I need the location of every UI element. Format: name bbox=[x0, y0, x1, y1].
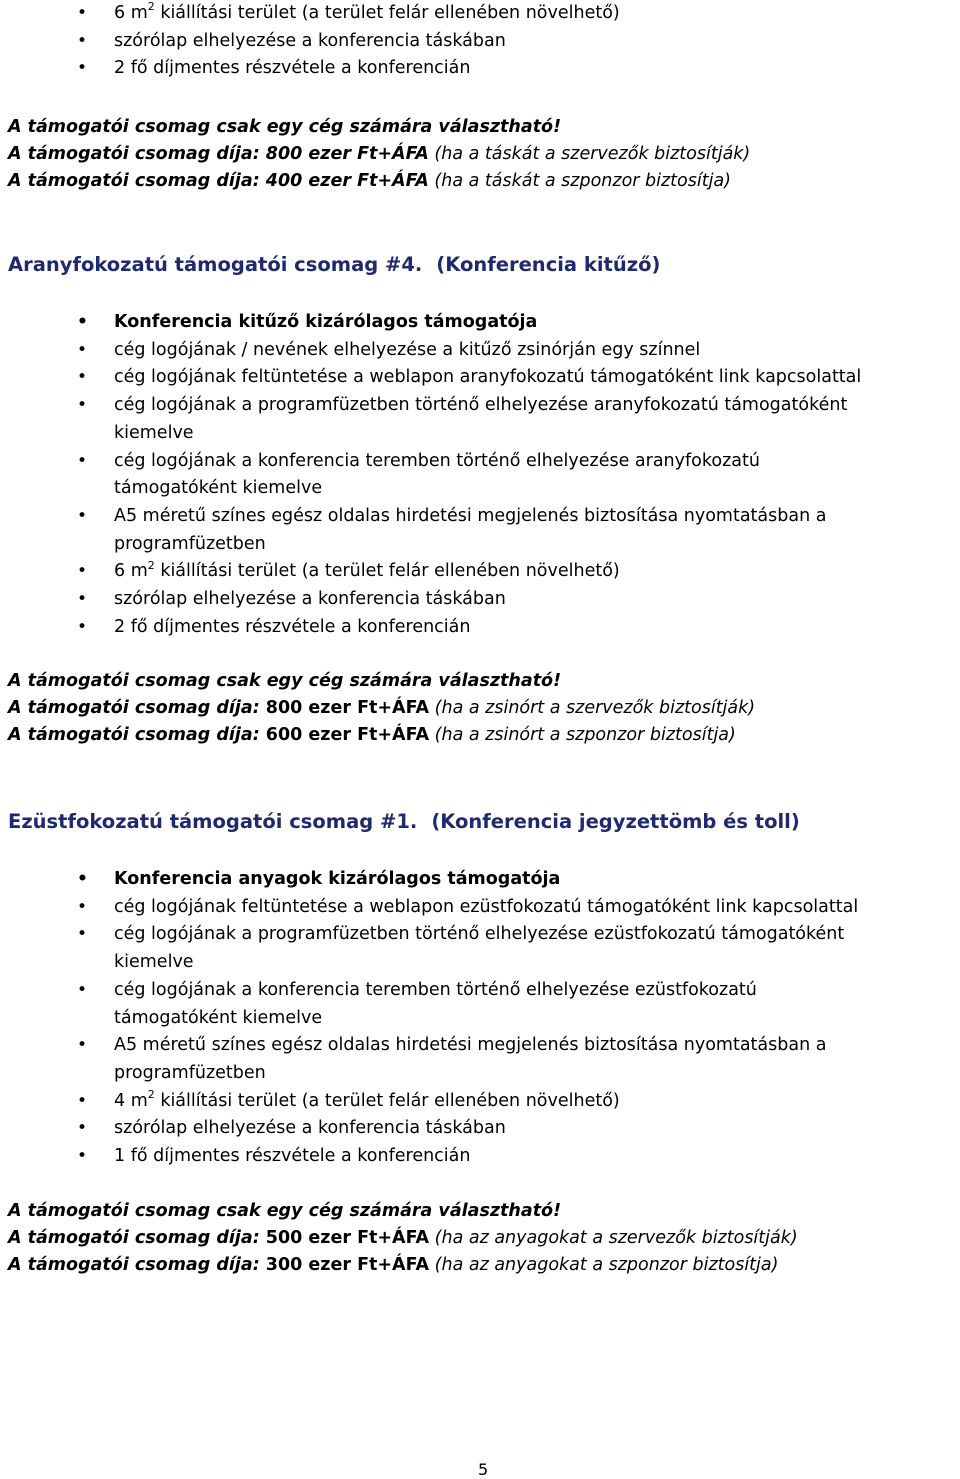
prev-section bbox=[0, 0, 960, 83]
list-item: programfüzetben bbox=[114, 533, 266, 554]
list-item: • szórólap elhelyezése a konferencia táskában bbox=[0, 586, 960, 614]
prev-section-terms bbox=[0, 114, 960, 196]
list-item: • cég logójának / nevének elhelyezése a kitűző zsinórján egy színnel bbox=[0, 337, 960, 365]
fee-line: A támogatói csomag díja: 600 ezer Ft+ÁFA (ha a zsinórt a szponzor biztosítja) bbox=[8, 725, 736, 746]
list-item: • cég logójának a programfüzetben történő elhelyezése ezüstfokozatú támogatóként bbox=[0, 921, 960, 949]
single-company-note: A támogatói csomag csak egy cég számára választható! bbox=[8, 117, 562, 137]
list-item: • cég logójának a programfüzetben történő elhelyezése aranyfokozatú támogatóként bbox=[0, 392, 960, 420]
list-item: • szórólap elhelyezése a konferencia táskában bbox=[0, 1115, 960, 1143]
list-item: • 2 fő díjmentes részvétele a konferencián bbox=[0, 614, 960, 642]
list-item-lead: • Konferencia anyagok kizárólagos támogatója bbox=[0, 866, 960, 894]
prev-section-list bbox=[0, 0, 960, 83]
list-item: kiemelve bbox=[114, 952, 194, 973]
single-company-note: A támogatói csomag csak egy cég számára választható! bbox=[8, 1201, 562, 1221]
list-item: • cég logójának feltüntetése a weblapon ezüstfokozatú támogatóként link kapcsolattal bbox=[0, 894, 960, 922]
fee-line: A támogatói csomag díja: 800 ezer Ft+ÁFA (ha a táskát a szervezők biztosítják) bbox=[8, 144, 751, 165]
fee-line: A támogatói csomag díja: 500 ezer Ft+ÁFA (ha az anyagokat a szervezők biztosítják) bbox=[8, 1228, 798, 1249]
list-item: kiemelve bbox=[114, 422, 194, 443]
fee-line: A támogatói csomag díja: 400 ezer Ft+ÁFA (ha a táskát a szponzor biztosítja) bbox=[8, 171, 732, 192]
fee-line: A támogatói csomag díja: 800 ezer Ft+ÁFA (ha a zsinórt a szervezők biztosítják) bbox=[8, 698, 756, 719]
silver-1-terms bbox=[0, 1198, 960, 1280]
page-number: 5 bbox=[478, 1460, 489, 1479]
list-item: • 1 fő díjmentes részvétele a konferencián bbox=[0, 1143, 960, 1171]
fee-line: A támogatói csomag díja: 300 ezer Ft+ÁFA (ha az anyagokat a szponzor biztosítja) bbox=[8, 1255, 779, 1276]
list-item: • A5 méretű színes egész oldalas hirdetési megjelenés biztosítása nyomtatásban a bbox=[0, 1032, 960, 1060]
list-item: • 4 $m^2$ kiállítási terület (a terület felár ellenében növelhető) bbox=[0, 1088, 960, 1116]
package-title-silver-1: Ezüstfokozatú támogatói csomag #1. (Konferencia jegyzettömb és toll) bbox=[8, 810, 800, 833]
gold-4-terms bbox=[0, 668, 960, 750]
list-item: • cég logójának a konferencia teremben történő elhelyezése aranyfokozatú bbox=[0, 448, 960, 476]
list-item: • 6 $m^2$ kiállítási terület (a terület felár ellenében növelhető) bbox=[0, 558, 960, 586]
list-item: programfüzetben bbox=[114, 1062, 266, 1083]
list-item-lead: • Konferencia kitűző kizárólagos támogatója bbox=[0, 309, 960, 337]
list-item: • 2 fő díjmentes részvétele a konferencián bbox=[0, 55, 960, 83]
list-item: • A5 méretű színes egész oldalas hirdetési megjelenés biztosítása nyomtatásban a bbox=[0, 503, 960, 531]
package-title-gold-4: Aranyfokozatú támogatói csomag #4. (Konferencia kitűző) bbox=[8, 253, 661, 276]
list-item: támogatóként kiemelve bbox=[114, 478, 323, 499]
list-item: • szórólap elhelyezése a konferencia táskában bbox=[0, 28, 960, 56]
list-item: • cég logójának feltüntetése a weblapon aranyfokozatú támogatóként link kapcsolattal bbox=[0, 364, 960, 392]
silver-1-list bbox=[0, 866, 960, 1171]
single-company-note: A támogatói csomag csak egy cég számára választható! bbox=[8, 671, 562, 691]
list-item: • 6 $m^2$ kiállítási terület (a terület felár ellenében növelhető) bbox=[0, 0, 960, 28]
list-item: • cég logójának a konferencia teremben történő elhelyezése ezüstfokozatú bbox=[0, 977, 960, 1005]
silver-1-benefits bbox=[0, 866, 960, 1171]
list-item: támogatóként kiemelve bbox=[114, 1007, 323, 1028]
gold-4-benefits bbox=[0, 309, 960, 641]
gold-4-list bbox=[0, 309, 960, 641]
